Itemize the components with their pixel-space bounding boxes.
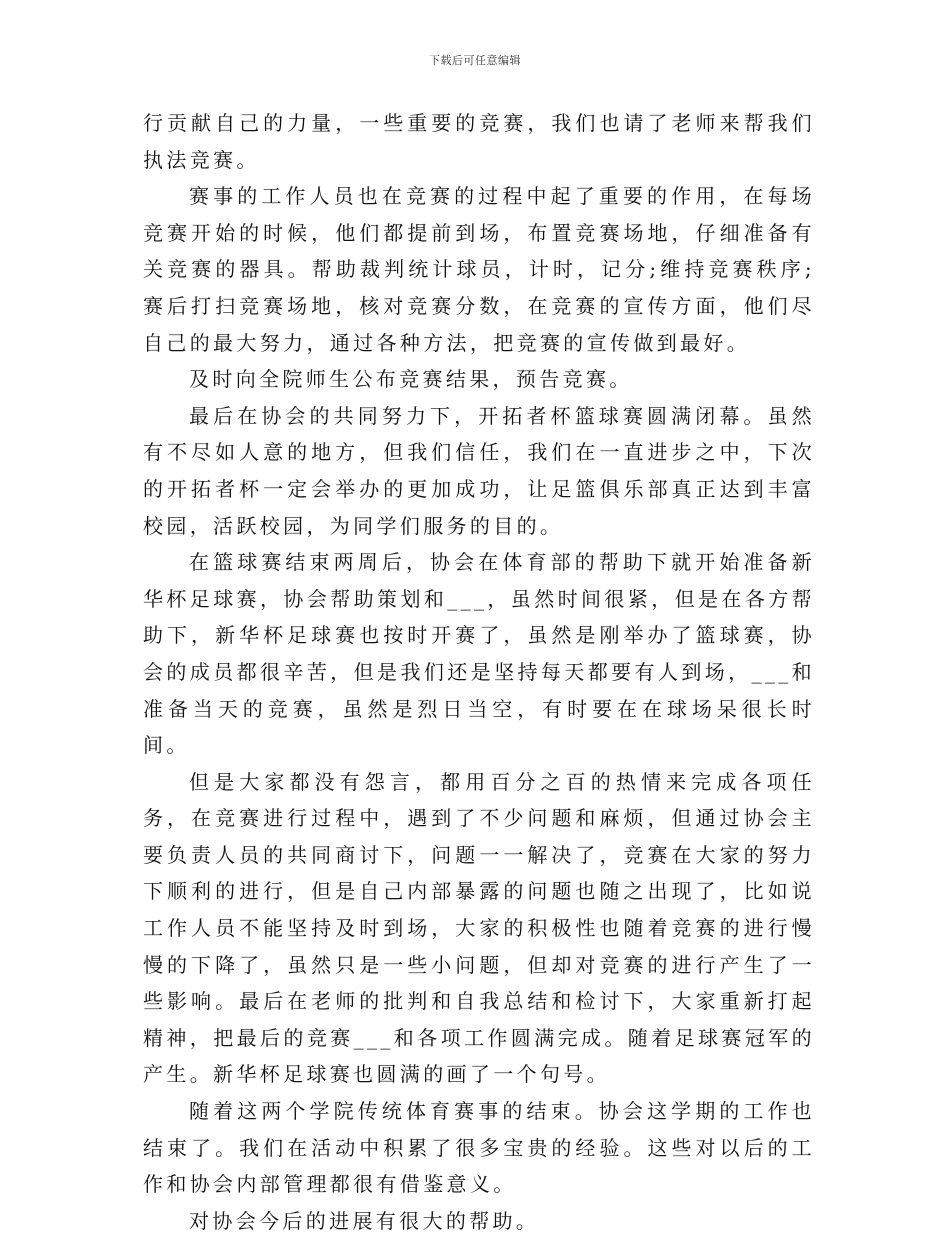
paragraph-5: 在篮球赛结束两周后，协会在体育部的帮助下就开始准备新华杯足球赛，协会帮助策划和___，虽然时间很紧，但是在各方帮助下，新华杯足球赛也按时开赛了，虽然是刚举办了篮球赛，协会的成员都很辛苦，但是我们还是坚持每天都要有人到场，___和准备当天的竞赛，虽然是烈日当空，有时要在在球场呆很长时间。: [143, 550, 815, 758]
paragraph-8: 对协会今后的进展有很大的帮助。: [189, 1208, 540, 1233]
paragraph-4: 最后在协会的共同努力下，开拓者杯篮球赛圆满闭幕。虽然有不尽如人意的地方，但我们信任，我们在一直进步之中，下次的开拓者杯一定会举办的更加成功，让足篮俱乐部真正达到丰富校园，活跃校园，为同学们服务的目的。: [143, 403, 815, 538]
paragraph-2: 赛事的工作人员也在竞赛的过程中起了重要的作用，在每场竞赛开始的时候，他们都提前到场，布置竞赛场地，仔细准备有关竞赛的器具。帮助裁判统计球员，计时，记分;维持竞赛秩序;赛后打扫竞赛场地，核对竞赛分数，在竞赛的宣传方面，他们尽自己的最大努力，通过各种方法，把竞赛的宣传做到最好。: [143, 184, 815, 355]
paragraph-3: 及时向全院师生公布竞赛结果，预告竞赛。: [189, 367, 633, 392]
paragraph-7: 随着这两个学院传统体育赛事的结束。协会这学期的工作也结束了。我们在活动中积累了很多宝贵的经验。这些对以后的工作和协会内部管理都很有借鉴意义。: [143, 1099, 815, 1197]
paragraph-6: 但是大家都没有怨言，都用百分之百的热情来完成各项任务，在竞赛进行过程中，遇到了不少问题和麻烦，但通过协会主要负责人员的共同商讨下，问题一一解决了，竞赛在大家的努力下顺利的进行，但是自己内部暴露的问题也随之出现了，比如说工作人员不能坚持及时到场，大家的积极性也随着竞赛的进行慢慢的下降了，虽然只是一些小问题，但却对竞赛的进行产生了一些影响。最后在老师的批判和自我总结和检讨下，大家重新打起精神，把最后的竞赛___和各项工作圆满完成。随着足球赛冠军的产生。新华杯足球赛也圆满的画了一个句号。: [143, 769, 815, 1087]
paragraph-1: 行贡献自己的力量，一些重要的竞赛，我们也请了老师来帮我们执法竞赛。: [143, 111, 815, 172]
page-header-note: 下载后可任意编辑: [429, 54, 521, 67]
document-body: [143, 105, 815, 1239]
